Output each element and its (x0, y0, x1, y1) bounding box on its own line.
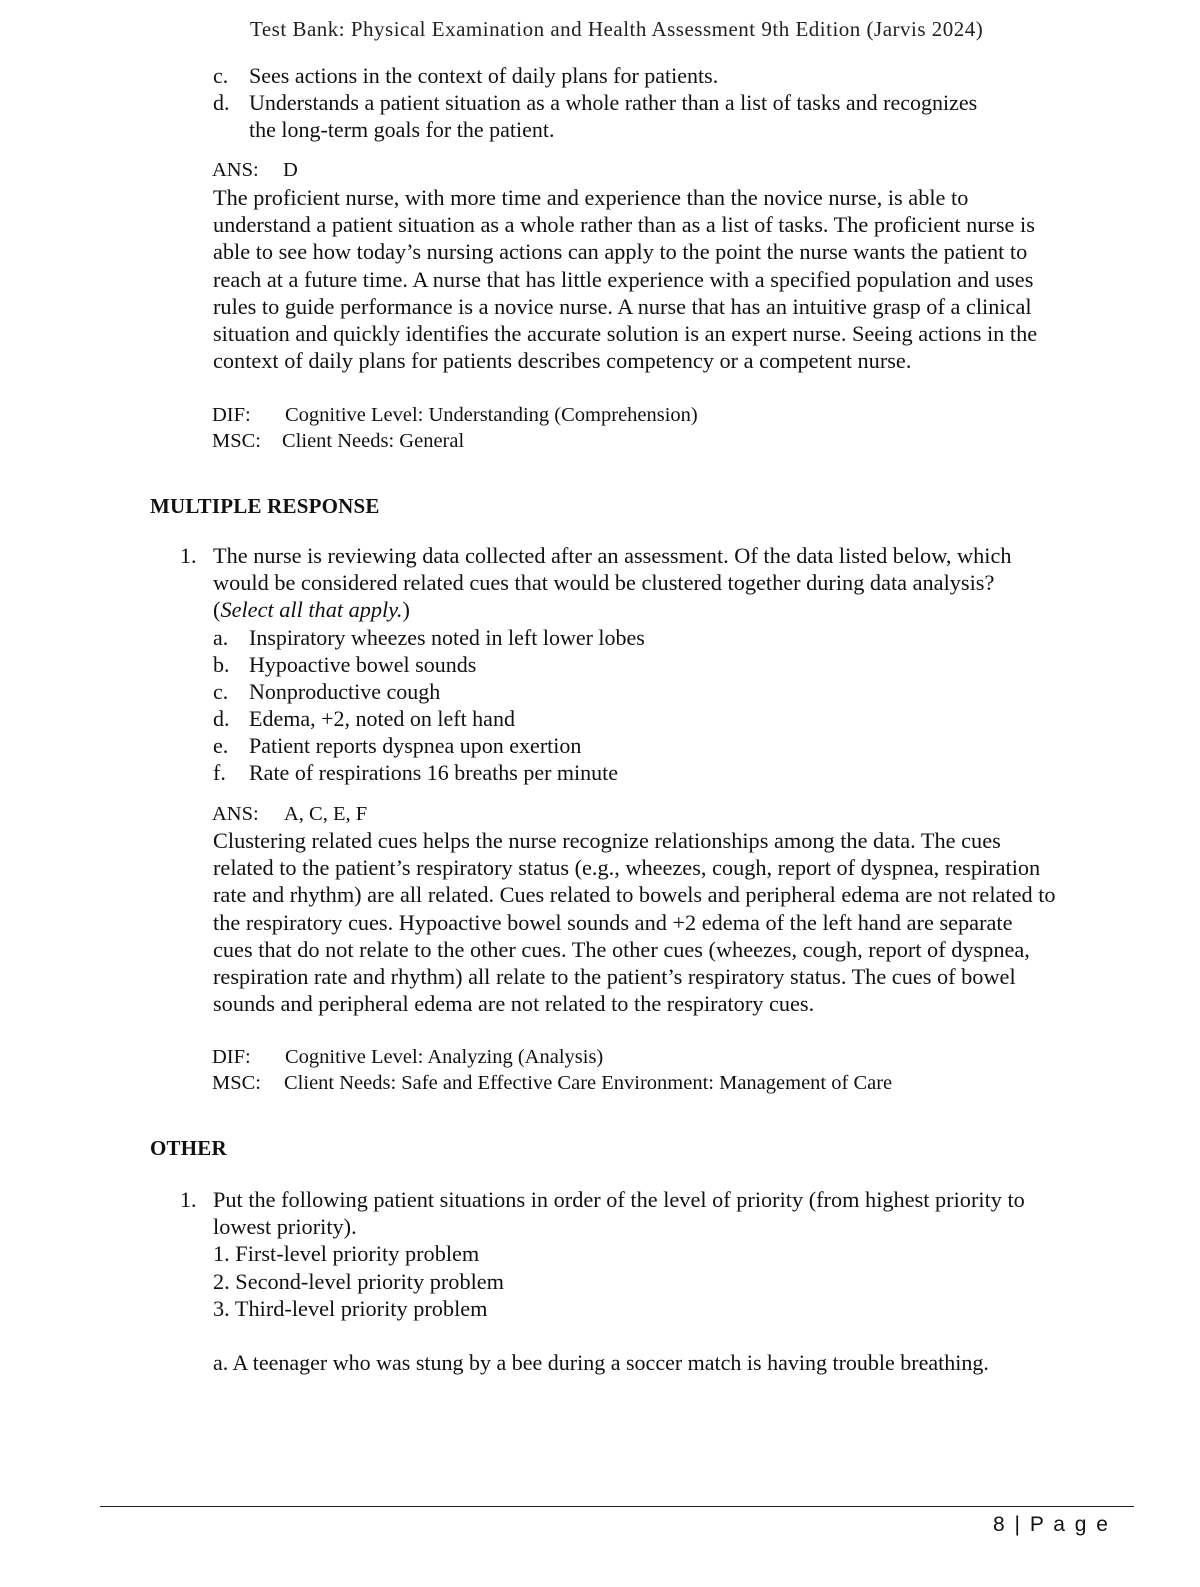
priority-level-2: 2. Second-level priority problem (213, 1268, 505, 1294)
document-page: Test Bank: Physical Examination and Health Assessment 9th Edition (Jarvis 2024) c. Sees actions in the context of daily plans for patients. d. Understands a patient situation as a whole rather than a list of tasks and recognizes the long-term goals for the patient. ANS: D The proficient nurse, with more time and experience than the novice nurse, is able to understand a patient situation as a whole rather than as a list of tasks. The proficient nurse is able to see how today’s nursing actions can apply to the point the nurse wants the patient to reach at a future time. A nurse that has little experience with a specified population and uses rules to guide performance is a novice nurse. A nurse that has an intuitive grasp of a clinical situation and quickly identifies the accurate solution is an expert nurse. Seeing actions in the context of daily plans for patients describes competency or a competent nurse. DIF: Cognitive Level: Understanding (Comprehension) MSC: Client Needs: General MULTIPLE RESPONSE 1. The nurse is reviewing data collected after an assessment. Of the data listed below, which would be considered related cues that would be clustered together during data analysis? (Select all that apply.) a. Inspiratory wheezes noted in left lower lobes b. Hypoactive bowel sounds c. Nonproductive cough d. Edema, +2, noted on left hand e. Patient reports dyspnea upon exertion f. Rate of respirations 16 breaths per minute ANS: A, C, E, F Clustering related cues helps the nurse recognize relationships among the data. The cues related to the patient’s respiratory status (e.g., wheezes, cough, report of dyspnea, respiration rate and rhythm) are all related. Cues related to bowels and peripheral edema are not related to the respiratory cues. Hypoactive bowel sounds and +2 edema of the left hand are separate cues that do not relate to the other cues. The other cues (wheezes, cough, report of dyspnea, respiration rate and rhythm) all relate to the patient’s respiratory status. The cues of bowel sounds and peripheral edema are not related to the respiratory cues. DIF: Cognitive Level: Analyzing (Analysis) MSC: Client Needs: Safe and Effective Care Environment: Management of Care OTHER 1. Put the following patient situations in order of the level of priority (from highest priority to lowest priority). 1. First-level priority problem 2. Second-level priority problem 3. Third-level priority problem a. A teenager who was stung by a bee during a soccer match is having trouble breathing. 8 | P a g e (0, 0, 1200, 1587)
question-number: 1. (180, 543, 197, 568)
rationale: The proficient nurse, with more time and experience than the novice nurse, is able to understand a patient situation as a whole rather than as a list of tasks. The proficient nurse is able to see how today’s nursing actions can apply to the point the nurse wants the patient to reach at a future time. A nurse that has little experience with a specified population and uses rules to guide performance is a novice nurse. A nurse that has an intuitive grasp of a clinical situation and quickly identifies the accurate solution is an expert nurse. Seeing actions in the context of daily plans for patients describes competency or a competent nurse. (213, 185, 1038, 374)
priority-level-3: 3. Third-level priority problem (213, 1295, 488, 1321)
page-number: 8 | P a g e (993, 1513, 1110, 1536)
question-number: 1. (180, 1187, 197, 1212)
question-instruction: (Select all that apply.) (213, 597, 410, 623)
section-heading-other: OTHER (150, 1136, 227, 1160)
situation-a: a. A teenager who was stung by a bee during a soccer match is having trouble breathing. (213, 1350, 989, 1375)
rationale: Clustering related cues helps the nurse recognize relationships among the data. The cues related to the patient’s respiratory status (e.g., wheezes, cough, report of dyspnea, respiration rate and rhythm) are all related. Cues related to bowels and peripheral edema are not related to the respiratory cues. Hypoactive bowel sounds and +2 edema of the left hand are separate cues that do not relate to the other cues. The other cues (wheezes, cough, report of dyspnea, respiration rate and rhythm) all relate to the patient’s respiratory status. The cues of bowel sounds and peripheral edema are not related to the respiratory cues. (213, 828, 1056, 1017)
section-heading-multiple-response: MULTIPLE RESPONSE (150, 494, 380, 518)
running-header: Test Bank: Physical Examination and Health Assessment 9th Edition (Jarvis 2024) (250, 17, 984, 41)
priority-level-1: 1. First-level priority problem (213, 1241, 480, 1267)
question-stem: The nurse is reviewing data collected after an assessment. Of the data listed below, which would be considered related cues that would be clustered together during data analysis? (Select all that apply.) (213, 542, 1113, 624)
footer-divider (100, 1506, 1134, 1507)
question-stem: Put the following patient situations in order of the level of priority (from highest priority to lowest priority). 1. First-level priority problem 2. Second-level priority problem 3. Third-level priority problem (213, 1186, 1113, 1322)
